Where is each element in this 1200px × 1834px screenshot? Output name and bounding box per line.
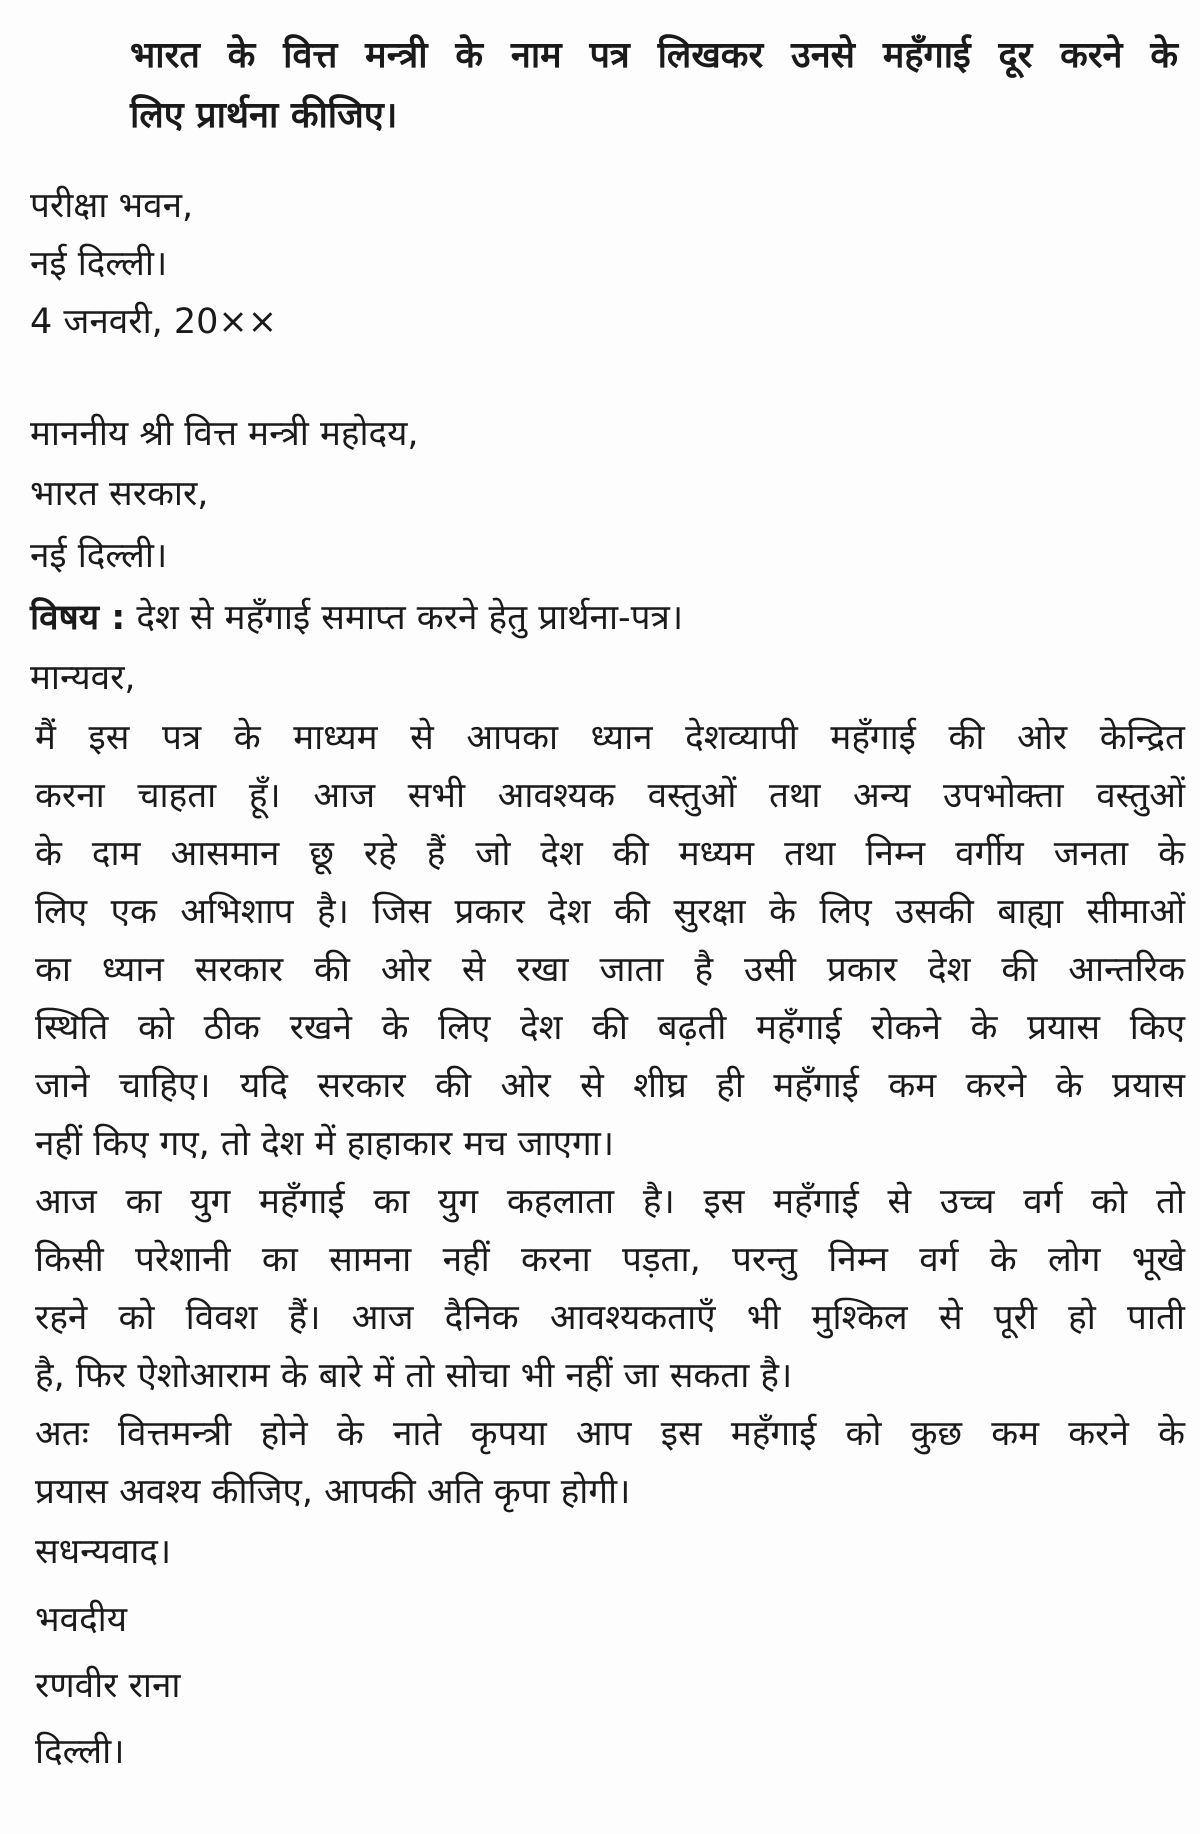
subject-label: विषय :: [30, 598, 126, 638]
body-p1-line-7: जाने चाहिए। यदि सरकार की ओर से शीघ्र ही महँगाई कम करने के प्रयास: [35, 1066, 1185, 1106]
body-p1-line-2: करना चाहता हूँ। आज सभी आवश्यक वस्तुओं तथा अन्य उपभोक्ता वस्तुओं: [35, 776, 1185, 816]
sender-address-line-2: नई दिल्ली।: [30, 244, 168, 284]
body-p1-line-3: के दाम आसमान छू रहे हैं जो देश की मध्यम तथा निम्न वर्गीय जनता के: [35, 834, 1185, 874]
body-p3-line-1: अतः वित्तमन्त्री होने के नाते कृपया आप इस महँगाई को कुछ कम करने के: [35, 1414, 1185, 1454]
sender-address-line-1: परीक्षा भवन,: [30, 186, 194, 226]
recipient-line-3: नई दिल्ली।: [30, 536, 168, 576]
recipient-line-2: भारत सरकार,: [30, 474, 209, 514]
body-p2-line-2: किसी परेशानी का सामना नहीं करना पड़ता, परन्तु निम्न वर्ग के लोग भूखे: [35, 1240, 1185, 1280]
sender-city: दिल्ली।: [35, 1732, 125, 1772]
sender-name: रणवीर राना: [35, 1666, 181, 1706]
body-p2-line-4: है, फिर ऐशोआराम के बारे में तो सोचा भी नहीं जा सकता है।: [35, 1356, 793, 1396]
closing-thanks: सधन्यवाद।: [35, 1532, 172, 1572]
body-p1-line-6: स्थिति को ठीक रखने के लिए देश की बढ़ती महँगाई रोकने के प्रयास किए: [35, 1008, 1185, 1048]
recipient-line-1: माननीय श्री वित्त मन्त्री महोदय,: [30, 414, 419, 454]
question-line-1: भारत के वित्त मन्त्री के नाम पत्र लिखकर उनसे महँगाई दूर करने के: [130, 35, 1178, 76]
question-line-2: लिए प्रार्थना कीजिए।: [130, 95, 398, 136]
closing-yours: भवदीय: [35, 1600, 128, 1640]
body-p1-line-8: नहीं किए गए, तो देश में हाहाकार मच जाएगा।: [35, 1124, 615, 1164]
salutation: मान्यवर,: [30, 658, 136, 698]
subject-text: देश से महँगाई समाप्त करने हेतु प्रार्थना-पत्र।: [136, 598, 684, 638]
subject-line: [30, 592, 683, 644]
body-p2-line-3: रहने को विवश हैं। आज दैनिक आवश्यकताएँ भी मुश्किल से पूरी हो पाती: [35, 1298, 1185, 1338]
body-p1-line-5: का ध्यान सरकार की ओर से रखा जाता है उसी प्रकार देश की आन्तरिक: [35, 950, 1185, 990]
body-p2-line-1: आज का युग महँगाई का युग कहलाता है। इस महँगाई से उच्च वर्ग को तो: [35, 1182, 1185, 1222]
body-p3-line-2: प्रयास अवश्य कीजिए, आपकी अति कृपा होगी।: [35, 1472, 631, 1512]
body-p1-line-4: लिए एक अभिशाप है। जिस प्रकार देश की सुरक्षा के लिए उसकी बाह्या सीमाओं: [35, 892, 1185, 932]
letter-date: 4 जनवरी, 20××: [30, 302, 278, 342]
body-p1-line-1: मैं इस पत्र के माध्यम से आपका ध्यान देशव्यापी महँगाई की ओर केन्द्रित: [35, 718, 1185, 758]
